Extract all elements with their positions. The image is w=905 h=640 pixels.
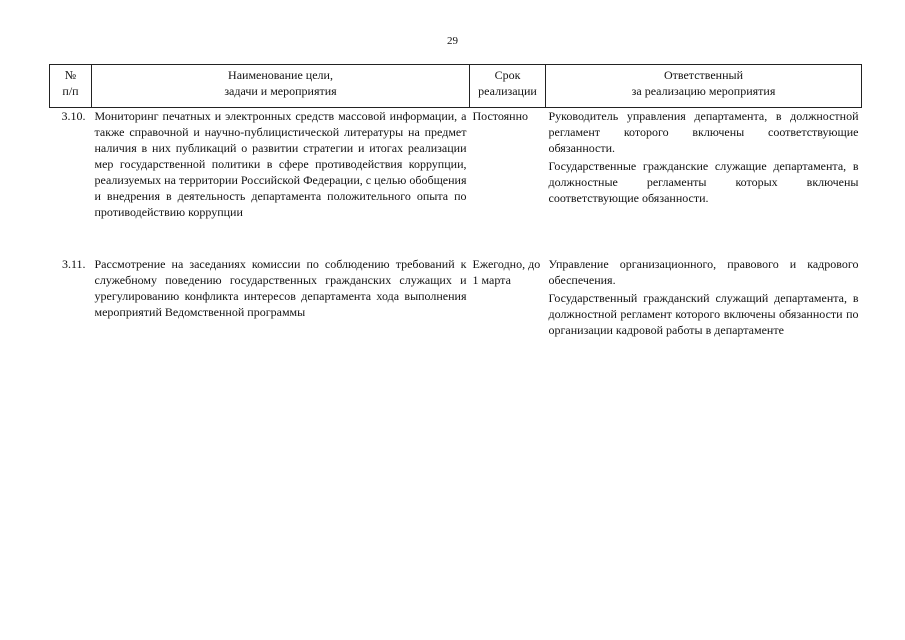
- responsible-paragraph: Руководитель управления департамента, в должностной регламент которого включены соответствующие обязанности.: [548, 109, 859, 155]
- row-term: Ежегодно, до 1 марта: [472, 257, 541, 287]
- responsible-paragraph: Управление организационного, правового и кадрового обеспечения.: [548, 257, 859, 287]
- header-responsible: Ответственный за реализацию мероприятия: [546, 65, 862, 108]
- row-number: 3.10.: [61, 109, 86, 123]
- header-term: Срок реализации: [470, 65, 546, 108]
- row-responsible: [546, 108, 862, 221]
- row-responsible: [546, 256, 862, 338]
- row-measure-name: Рассмотрение на заседаниях комиссии по соблюдению требований к служебному поведению государственных гражданских служащих и урегулированию конфликта интересов департамента хода выполнения мероприятий Ведомственной программы: [94, 257, 467, 319]
- page-number: 29: [447, 35, 458, 47]
- measures-table: [49, 64, 862, 338]
- row-measure-name: Мониторинг печатных и электронных средств массовой информации, а также справочной и научно-публицистической литературы на предмет наличия в них публикаций о развитии стратегии и итогах реализации мер государственной политики в сфере противодействия коррупции, реализуемых на территории Российской Федерации, с целью обобщения и внедрения в деятельность департамента положительного опыта по противодействию коррупции: [94, 109, 467, 219]
- row-spacer: [50, 220, 862, 256]
- row-number: 3.11.: [61, 257, 86, 271]
- table-header-row: [50, 65, 862, 108]
- header-name: Наименование цели, задачи и мероприятия: [92, 65, 470, 108]
- header-number: № п/п: [50, 65, 92, 108]
- responsible-paragraph: Государственные гражданские служащие департамента, в должностные регламенты которых включены соответствующие обязанности.: [548, 159, 859, 205]
- table-row: [50, 256, 862, 338]
- table-row: [50, 108, 862, 221]
- responsible-paragraph: Государственный гражданский служащий департамента, в должностной регламент которого включены обязанности по организации кадровой работы в департаменте: [548, 291, 859, 337]
- row-term: Постоянно: [472, 109, 529, 123]
